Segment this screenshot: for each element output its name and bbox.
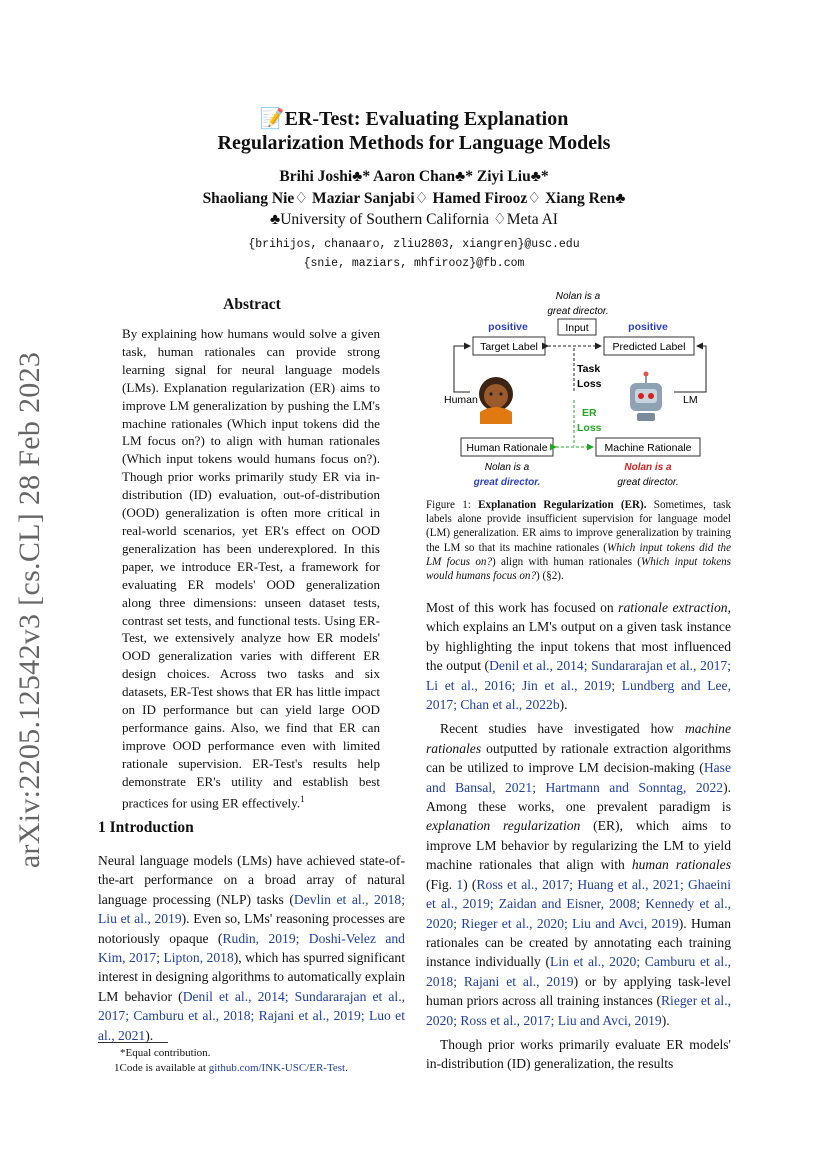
body-text: (ER), which aims to improve LM behavior by regularizing the LM to yield machine rationales that align with: [426, 818, 731, 873]
body-text: Recent studies have investigated how: [440, 721, 685, 737]
figure-1-diagram: [430, 288, 730, 493]
intro-paragraph: [98, 851, 405, 1045]
email-addresses: [0, 235, 828, 273]
footnote-code: [114, 1061, 424, 1076]
arxiv-stamp-text: arXiv:2205.12542v3 [cs.CL] 28 Feb 2023: [13, 351, 46, 869]
body-text: ).: [661, 1012, 670, 1028]
citation-link[interactable]: Rieger et al., 2020; Ross et al., 2017; Liu and Avci, 2019: [426, 993, 731, 1028]
citation-link[interactable]: Ross et al., 2017; Huang et al., 2021; Ghaeini et al., 2019; Zaidan and Eisner, 2008; Kennedy et al., 2020; Rieger et al., 2020; Liu and Avci, 2019: [426, 876, 732, 931]
body-text: ). Human rationales can be created by annotating each training instance individually (: [426, 915, 731, 970]
caption-bold: Explanation Regularization (ER).: [478, 499, 647, 511]
body-italic: machine rationales: [426, 721, 731, 756]
caption-text: Figure 1:: [426, 499, 479, 511]
abstract-body: [122, 325, 380, 812]
caption-italic: Which input tokens did the LM focus on?: [426, 541, 732, 568]
citation-link[interactable]: Denil et al., 2014; Sundararajan et al., 2017; Li et al., 2016; Jin et al., 2019; Lundberg and Lee, 2017; Chan et al., 2022b: [426, 658, 731, 713]
task-loss-line-1: Task: [577, 363, 601, 375]
caption-text: ) align with human rationales (: [492, 555, 641, 568]
citation-link[interactable]: Rudin, 2019; Doshi-Velez and Kim, 2017; Lipton, 2018: [98, 930, 405, 966]
human-icon: [479, 377, 513, 424]
abstract-heading: Abstract: [223, 296, 281, 313]
human-label: Human: [444, 394, 478, 406]
section-heading: 1 Introduction: [98, 819, 194, 836]
er-loss-line-1: ER: [582, 407, 597, 419]
title-line-1: ER-Test: Evaluating Explanation: [284, 108, 569, 130]
paragraph-recent-studies: [426, 719, 731, 1030]
footnote-text: .: [345, 1062, 348, 1074]
body-text: , which explains an LM's output on a given task instance by highlighting the input tokens that most influenced the output (: [426, 600, 731, 674]
footnote-equal: *Equal contribution.: [120, 1047, 211, 1059]
body-text: Most of this work has focused on: [426, 600, 619, 615]
lm-label: LM: [683, 394, 698, 406]
human-rationale-example-line-1: Nolan is a: [484, 462, 530, 473]
figure-ref-link[interactable]: 1: [456, 876, 464, 892]
intro-text: ).: [145, 1027, 154, 1043]
body-text: outputted by rationale extraction algorithms can be utilized to improve LM decision-making (: [426, 740, 731, 776]
figure-1-caption: [426, 498, 731, 583]
intro-text: Neural language models (LMs) have achieved state-of-the-art performance on a broad array of natural language processing (NLP) tasks (: [98, 853, 405, 907]
paper-title: [0, 107, 828, 155]
input-sentence-line-2: great director.: [547, 306, 609, 317]
clipboard-icon: 📝: [259, 108, 285, 130]
human-rationale-example-line-2: great director.: [473, 477, 541, 488]
citation-link[interactable]: Denil et al., 2014; Sundararajan et al., 2017; Camburu et al., 2018; Rajani et al., 2019; Luo et al., 2021: [98, 988, 405, 1043]
machine-rationale-example-line-2: great director.: [617, 477, 679, 488]
body-text: ). Among these works, one prevalent paradigm is: [426, 779, 731, 815]
body-text: ).: [559, 697, 568, 713]
caption-text: ) (§2).: [536, 570, 564, 583]
code-link[interactable]: github.com/INK-USC/ER-Test: [208, 1062, 346, 1074]
body-text: ) or by applying task-level human priors across all training instances (: [426, 973, 731, 1009]
right-column-body: [426, 598, 731, 1074]
affiliations: ♣University of Southern California ♢Meta AI: [270, 211, 558, 228]
authors-line-2: Shaoliang Nie♢ Maziar Sanjabi♢ Hamed Firooz♢ Xiang Ren♣: [202, 190, 626, 207]
robot-icon: [630, 372, 662, 422]
human-rationale-text: Human Rationale: [466, 442, 548, 454]
input-sentence-line-1: Nolan is a: [555, 291, 601, 302]
caption-text: Sometimes, task labels alone provide insufficient supervision for language model (LM) generalization. ER aims to improve generalization by training the LM so that its machine rationales (: [426, 499, 732, 554]
human-to-target-arrow: [454, 346, 470, 392]
email-line-1: {brihijos, chanaaro, zliu2803, xiangren}@usc.edu: [248, 238, 580, 251]
abstract-text: By explaining how humans would solve a given task, human rationales can provide strong learning signal for neural language models (LMs). Explanation regularization (ER) aims to improve LM generalization by pushing the LM's machine rationales (Which input tokens did the LM focus on?) to align with human rationales (Which input tokens would humans focus on?). Though prior works primarily study ER via in-distribution (ID) evaluation, out-of-distribution (OOD) generalization is often more critical in real-world scenarios, yet ER's effect on OOD generalization has been underexplored. In this paper, we introduce ER-Test, a framework for evaluating ER models' OOD generalization along three dimensions: unseen dataset tests, contrast set tests, and functional tests. Using ER-Test, we extensively analyze how ER models' OOD generalization varies with different ER design choices. Across two tasks and six datasets, ER-Test shows that ER has little impact on ID performance but can yield large OOD performance gains. Also, we find that ER can improve OOD performance even with limited rationale supervision. ER-Test's results help demonstrate ER's utility and establish best practices for using ER effectively.: [122, 326, 380, 810]
positive-right-label: positive: [628, 321, 668, 333]
machine-rationale-example-line-1: Nolan is a: [624, 462, 672, 473]
er-loss-line-2: Loss: [577, 422, 602, 434]
author-list: [0, 166, 828, 210]
positive-left-label: positive: [488, 321, 528, 333]
intro-text: ), which has spurred significant interest in designing algorithms to automatically explain LM behavior (: [98, 950, 406, 1004]
footnote-rule: [98, 1042, 168, 1043]
arxiv-stamp: [10, 351, 50, 869]
task-loss-line-2: Loss: [577, 378, 602, 390]
body-italic: human rationales: [631, 857, 731, 873]
title-line-2: Regularization Methods for Language Models: [217, 132, 611, 154]
input-box-label: Input: [565, 322, 589, 334]
caption-italic: Which input tokens would humans focus on?: [426, 555, 731, 583]
citation-link[interactable]: Devlin et al., 2018; Liu et al., 2019: [98, 891, 405, 927]
citation-link[interactable]: Hase and Bansal, 2021; Hartmann and Sonntag, 2022: [426, 760, 731, 795]
paragraph-rationale-extraction: [426, 598, 731, 714]
predicted-label-text: Predicted Label: [612, 341, 686, 353]
body-text: ) (: [463, 876, 477, 892]
body-italic: rationale extraction: [618, 600, 728, 615]
footnote-mark: 1: [300, 793, 305, 804]
target-label-text: Target Label: [480, 341, 538, 353]
paragraph-prior-works: Though prior works primarily evaluate ER models' in-distribution (ID) generalization, the results: [426, 1036, 731, 1072]
machine-rationale-text: Machine Rationale: [604, 442, 692, 454]
authors-line-1: Brihi Joshi♣* Aaron Chan♣* Ziyi Liu♣*: [279, 168, 549, 185]
body-italic: explanation regularization: [426, 818, 581, 834]
citation-link[interactable]: Lin et al., 2020; Camburu et al., 2018; Rajani et al., 2019: [426, 954, 731, 989]
email-line-2: {snie, maziars, mhfirooz}@fb.com: [303, 257, 525, 270]
intro-text: ). Even so, LMs' reasoning processes are notoriously opaque (: [98, 911, 405, 946]
footnote-text: 1Code is available at: [114, 1062, 209, 1074]
body-text: (Fig.: [426, 876, 457, 892]
